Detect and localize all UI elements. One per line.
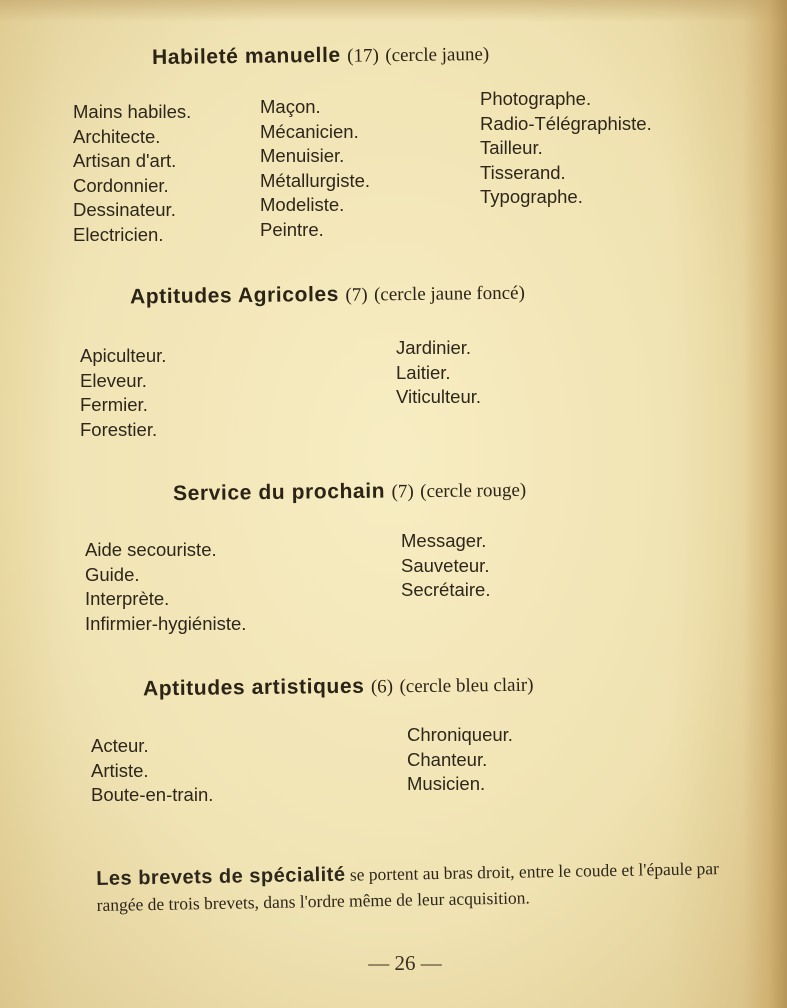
section-count: (7) <box>391 481 414 503</box>
list-item: Métallurgiste. <box>260 169 371 191</box>
list-column-artistiques-2 <box>407 723 513 797</box>
list-item: Eleveur. <box>80 369 147 391</box>
list-item: Mécanicien. <box>260 120 359 142</box>
list-column-service-1 <box>85 538 246 636</box>
page-right-edge <box>743 0 787 1008</box>
section-title: Service du prochain <box>172 479 386 506</box>
list-item: Architecte. <box>73 125 161 147</box>
list-column-artistiques-1 <box>91 734 213 808</box>
list-item: Artiste. <box>91 759 149 781</box>
list-item: Tisserand. <box>480 161 566 183</box>
list-item: Mains habiles. <box>73 101 192 122</box>
section-count: (17) <box>347 45 379 67</box>
list-item: Apiculteur. <box>80 345 167 366</box>
list-item: Viticulteur. <box>396 386 482 408</box>
list-item: Maçon. <box>260 96 321 117</box>
list-item: Fermier. <box>80 394 148 416</box>
list-item: Peintre. <box>260 218 324 240</box>
list-column-service-2 <box>401 529 490 603</box>
section-color-note: (cercle rouge) <box>420 479 527 503</box>
brevets-note <box>96 854 737 917</box>
list-item: Modeliste. <box>260 194 345 216</box>
section-count: (6) <box>370 676 394 698</box>
list-item: Secrétaire. <box>401 579 491 601</box>
section-heading-agricoles <box>130 281 525 310</box>
section-color-note: (cercle bleu clair) <box>399 674 534 698</box>
list-item: Boute-en-train. <box>91 784 214 806</box>
list-column-agricoles-2 <box>396 336 481 410</box>
list-column-habilete-3 <box>480 87 652 210</box>
list-item: Menuisier. <box>260 145 345 167</box>
list-column-habilete-2 <box>260 95 370 243</box>
section-heading-habilete <box>152 42 489 70</box>
list-item: Electricien. <box>73 223 164 245</box>
section-color-note: (cercle jaune foncé) <box>373 282 525 306</box>
list-item: Musicien. <box>407 773 486 795</box>
list-item: Artisan d'art. <box>73 150 177 172</box>
list-item: Aide secouriste. <box>85 539 217 560</box>
list-item: Laitier. <box>396 361 451 383</box>
list-item: Typographe. <box>480 186 583 208</box>
list-column-habilete-1 <box>73 100 191 248</box>
section-heading-service <box>173 478 526 506</box>
list-item: Messager. <box>401 530 487 551</box>
page-top-edge <box>0 0 787 22</box>
page-number: — 26 — <box>368 951 442 975</box>
list-item: Interprète. <box>85 588 170 610</box>
list-item: Dessinateur. <box>73 199 176 221</box>
section-title: Aptitudes Agricoles <box>129 282 340 309</box>
list-item: Guide. <box>85 563 140 585</box>
list-item: Infirmier-hygiéniste. <box>85 612 247 634</box>
list-column-agricoles-1 <box>80 344 166 442</box>
section-color-note: (cercle jaune) <box>385 43 490 67</box>
list-item: Chanteur. <box>407 748 488 770</box>
list-item: Acteur. <box>91 735 149 756</box>
list-item: Cordonnier. <box>73 174 169 196</box>
section-heading-artistiques <box>143 673 534 702</box>
section-title: Aptitudes artistiques <box>142 674 365 701</box>
list-item: Sauveteur. <box>401 554 490 576</box>
list-item: Tailleur. <box>480 137 543 159</box>
list-item: Radio-Télégraphiste. <box>480 112 652 134</box>
brevets-note-text: se portent au bras droit, entre le coude et l'épaule par rangée de trois brevets, dans l'ordre même de leur acquisition. <box>96 857 720 915</box>
list-item: Photographe. <box>480 88 592 109</box>
list-item: Jardinier. <box>396 337 472 358</box>
section-count: (7) <box>345 284 368 306</box>
section-title: Habileté manuelle <box>151 43 341 70</box>
list-item: Forestier. <box>80 418 158 440</box>
brevets-note-lead: Les brevets de spécialité <box>96 863 346 890</box>
list-item: Chroniqueur. <box>407 724 513 745</box>
